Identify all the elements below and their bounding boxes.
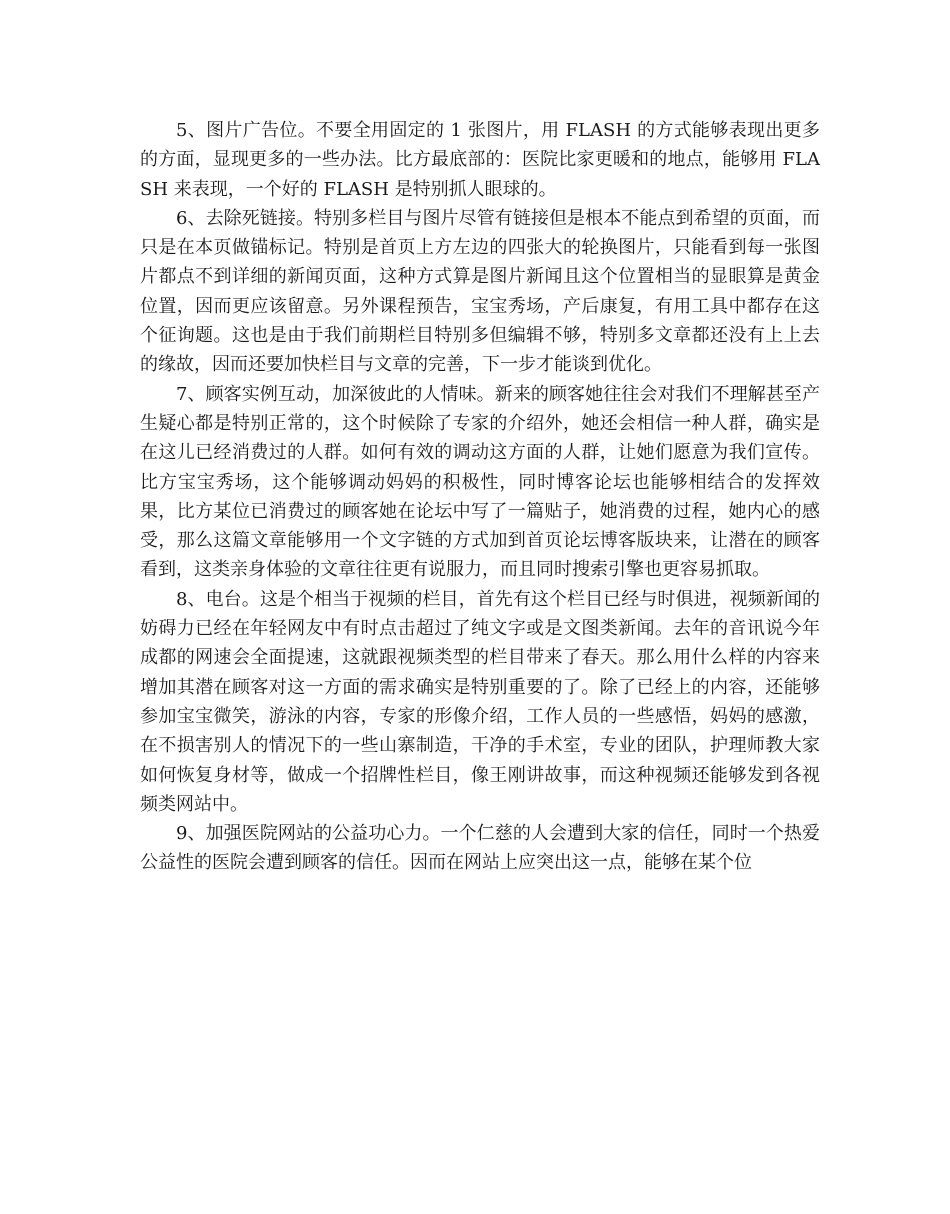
document-page: [140, 116, 820, 878]
paragraph-7-customer-interaction: 7、顾客实例互动，加深彼此的人情味。新来的顾客她往往会对我们不理解甚至产生疑心都是特别正常的，这个时候除了专家的介绍外，她还会相信一种人群，确实是在这儿已经消费过的人群。如何有效的调动这方面的人群，让她们愿意为我们宣传。比方宝宝秀场，这个能够调动妈妈的积极性，同时博客论坛也能够相结合的发挥效果，比方某位已消费过的顾客她在论坛中写了一篇贴子，她消费的过程，她内心的感受，那么这篇文章能够用一个文字链的方式加到首页论坛博客版块来，让潜在的顾客看到，这类亲身体验的文章往往更有说服力，而且同时搜索引擎也更容易抓取。: [140, 383, 820, 581]
paragraph-6-dead-links: 6、去除死链接。特别多栏目与图片尽管有链接但是根本不能点到希望的页面，而只是在本页做锚标记。特别是首页上方左边的四张大的轮换图片，只能看到每一张图片都点不到详细的新闻页面，这种方式算是图片新闻且这个位置相当的显眼算是黄金位置，因而更应该留意。另外课程预告，宝宝秀场，产后康复，有用工具中都存在这个征询题。这也是由于我们前期栏目特别多但编辑不够，特别多文章都还没有上上去的缘故，因而还要加快栏目与文章的完善，下一步才能谈到优化。: [140, 207, 820, 376]
paragraph-8-radio: 8、电台。这是个相当于视频的栏目，首先有这个栏目已经与时俱进，视频新闻的妨碍力已经在年轻网友中有时点击超过了纯文字或是文图类新闻。去年的音讯说今年成都的网速会全面提速，这就跟视频类型的栏目带来了春天。那么用什么样的内容来增加其潜在顾客对这一方面的需求确实是特别重要的了。除了已经上的内容，还能够参加宝宝微笑，游泳的内容，专家的形像介绍，工作人员的一些感悟，妈妈的感激，在不损害别人的情况下的一些山寨制造，干净的手术室，专业的团队，护理师教大家如何恢复身材等，做成一个招牌性栏目，像王刚讲故事，而这种视频还能够发到各视频类网站中。: [140, 588, 820, 815]
paragraph-5-image-ad: 5、图片广告位。不要全用固定的 1 张图片，用 FLASH 的方式能够表现出更多的方面，显现更多的一些办法。比方最底部的：医院比家更暖和的地点，能够用 FLASH 来表现，一个好的 FLASH 是特别抓人眼球的。: [140, 120, 820, 200]
paragraph-9-public-welfare: 9、加强医院网站的公益功心力。一个仁慈的人会遭到大家的信任，同时一个热爱公益性的医院会遭到顾客的信任。因而在网站上应突出这一点，能够在某个位: [140, 823, 820, 874]
